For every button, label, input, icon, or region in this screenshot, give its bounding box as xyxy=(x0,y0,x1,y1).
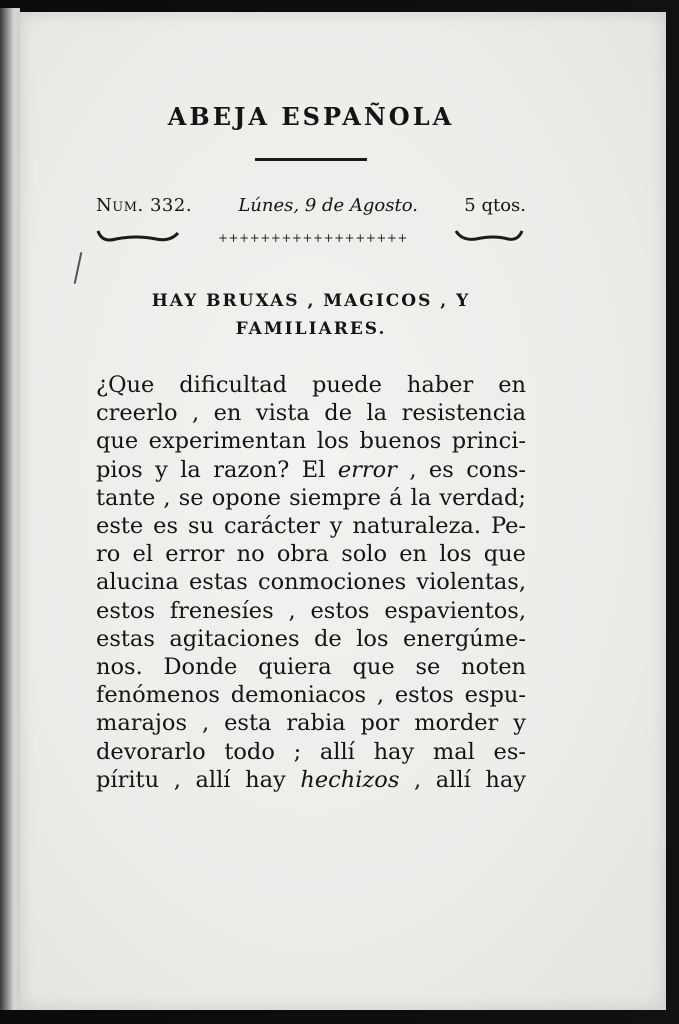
masthead-rule xyxy=(255,158,367,161)
body-line-with-emphasis xyxy=(96,456,526,484)
body-line: que experimentan los buenos princi- xyxy=(96,428,526,455)
ornament-crosses: ++++++++++++++++++ xyxy=(218,231,408,245)
body-line: ro el error no obra solo en los que xyxy=(96,541,526,568)
body-line-segment: , allí hay xyxy=(399,766,526,793)
article-title-line-2: FAMILIARES. xyxy=(235,319,387,339)
issue-price: 5 qtos. xyxy=(464,195,526,216)
right-flourish-icon xyxy=(454,227,524,247)
emphasized-word: error xyxy=(337,456,397,483)
body-line: nos. Donde quiera que se noten xyxy=(96,654,526,681)
body-line-segment: píritu , allí hay xyxy=(96,766,301,793)
issue-info-line xyxy=(96,195,526,219)
body-line: creerlo , en vista de la resistencia xyxy=(96,400,526,427)
book-gutter xyxy=(0,8,20,1010)
issue-date: Lúnes, 9 de Agosto. xyxy=(238,195,418,216)
body-line: devorarlo todo ; allí hay mal es- xyxy=(96,738,526,765)
body-line: ¿Que dificultad puede haber en xyxy=(96,372,526,398)
body-line: alucina estas conmociones violentas, xyxy=(96,569,526,596)
body-line-with-emphasis xyxy=(96,766,526,794)
body-line: este es su carácter y naturaleza. Pe- xyxy=(96,513,526,540)
masthead-title: ABEJA ESPAÑOLA xyxy=(167,102,455,131)
article-body xyxy=(96,371,526,794)
body-line: marajos , esta rabia por morder y xyxy=(96,710,526,737)
pencil-margin-mark xyxy=(74,252,83,284)
body-line-segment: pios y la razon? El xyxy=(96,456,338,483)
issue-number: Num. 332. xyxy=(96,195,193,216)
page-content xyxy=(96,100,526,794)
ornament-divider xyxy=(96,227,526,253)
body-line: fenómenos demoniacos , estos espu- xyxy=(96,682,526,709)
body-line: estas agitaciones de los energúme- xyxy=(96,625,526,652)
body-line: tante , se opone siempre á la verdad; xyxy=(96,484,526,511)
article-title-line-1: HAY BRUXAS , MAGICOS , Y xyxy=(151,291,471,311)
article-title xyxy=(96,287,526,343)
emphasized-word: hechizos xyxy=(300,766,400,793)
left-flourish-icon xyxy=(96,227,180,247)
body-line: estos frenesíes , estos espavientos, xyxy=(96,597,526,624)
body-line-segment: , es cons- xyxy=(396,456,526,483)
